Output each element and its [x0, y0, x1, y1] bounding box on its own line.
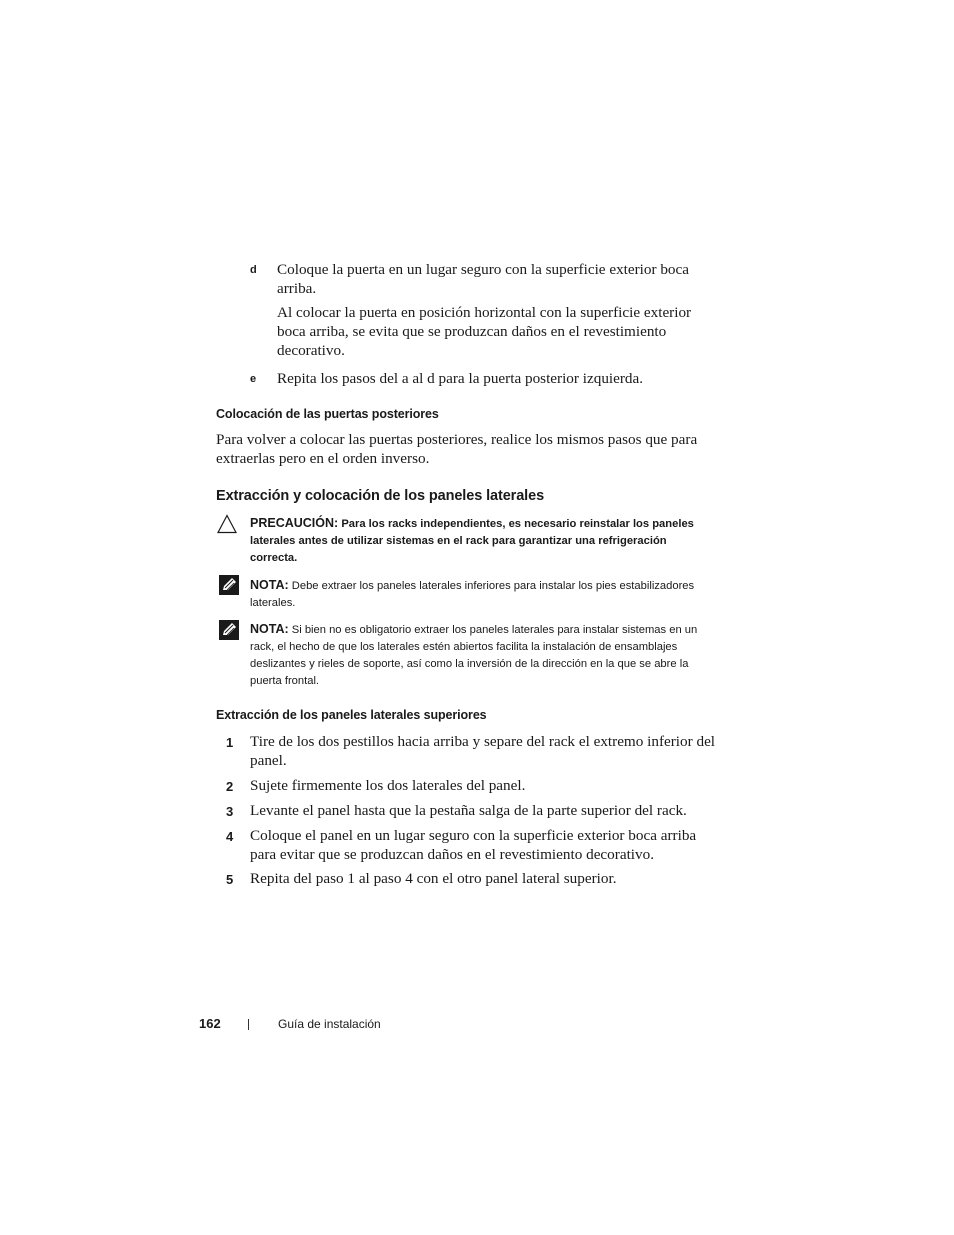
footer-title: Guía de instalación	[278, 1017, 381, 1031]
footer-divider	[248, 1019, 249, 1030]
remove-top-panels-heading: Extracción de los paneles laterales superiores	[216, 708, 487, 722]
step-text: Levante el panel hasta que la pestaña salga de la parte superior del rack.	[250, 802, 687, 819]
replace-doors-heading: Colocación de las puertas posteriores	[216, 407, 439, 421]
note-1-text: Debe extraer los paneles laterales inferiores para instalar los pies estabilizadores laterales.	[250, 580, 695, 609]
step-marker-d: d	[250, 264, 257, 276]
caution-text: Para los racks independientes, es necesario reinstalar los paneles laterales antes de utilizar sistemas en el rack para garantizar una refrigeración correcta.	[250, 518, 694, 564]
note-2-text: Si bien no es obligatorio extraer los paneles laterales para instalar sistemas en un rack, el hecho de que los laterales estén abiertos facilita la instalación de ensamblajes deslizantes y rieles de soporte, así como la inversión de la dirección en la que se abre la puerta frontal.	[250, 624, 698, 687]
page-number: 162	[199, 1016, 221, 1031]
note-1-block	[250, 577, 716, 612]
step-text: Sujete firmemente los dos laterales del panel.	[250, 777, 526, 794]
replace-doors-body: Para volver a colocar las puertas posteriores, realice los mismos pasos que para extraerlas pero en el orden inverso.	[216, 431, 698, 467]
step-number: 1	[226, 735, 234, 750]
note-pencil-icon	[219, 620, 239, 640]
step-number: 4	[226, 829, 234, 844]
step-text: Tire de los dos pestillos hacia arriba y separe del rack el extremo inferior del panel.	[250, 733, 716, 769]
step-text: Repita del paso 1 al paso 4 con el otro panel lateral superior.	[250, 870, 617, 887]
caution-icon	[217, 514, 237, 534]
step-d-text: Coloque la puerta en un lugar seguro con la superficie exterior boca arriba.	[277, 261, 690, 297]
step-e-text: Repita los pasos del a al d para la puerta posterior izquierda.	[277, 370, 644, 387]
step-marker-e: e	[250, 373, 257, 385]
caution-label: PRECAUCIÓN:	[250, 516, 339, 530]
step-number: 2	[226, 779, 234, 794]
step-d-note: Al colocar la puerta en posición horizontal con la superficie exterior boca arriba, se evita que se produzcan daños en el revestimiento decorativo.	[277, 304, 692, 359]
note-2-label: NOTA:	[250, 622, 289, 636]
step-number: 3	[226, 804, 234, 819]
note-2-block	[250, 621, 716, 690]
side-panels-heading: Extracción y colocación de los paneles laterales	[216, 488, 545, 504]
note-pencil-icon	[219, 575, 239, 595]
note-1-label: NOTA:	[250, 578, 289, 592]
caution-block	[250, 515, 716, 567]
step-number: 5	[226, 872, 234, 887]
step-text: Coloque el panel en un lugar seguro con la superficie exterior boca arriba para evitar que se produzcan daños en el revestimiento decorativo.	[250, 827, 697, 863]
